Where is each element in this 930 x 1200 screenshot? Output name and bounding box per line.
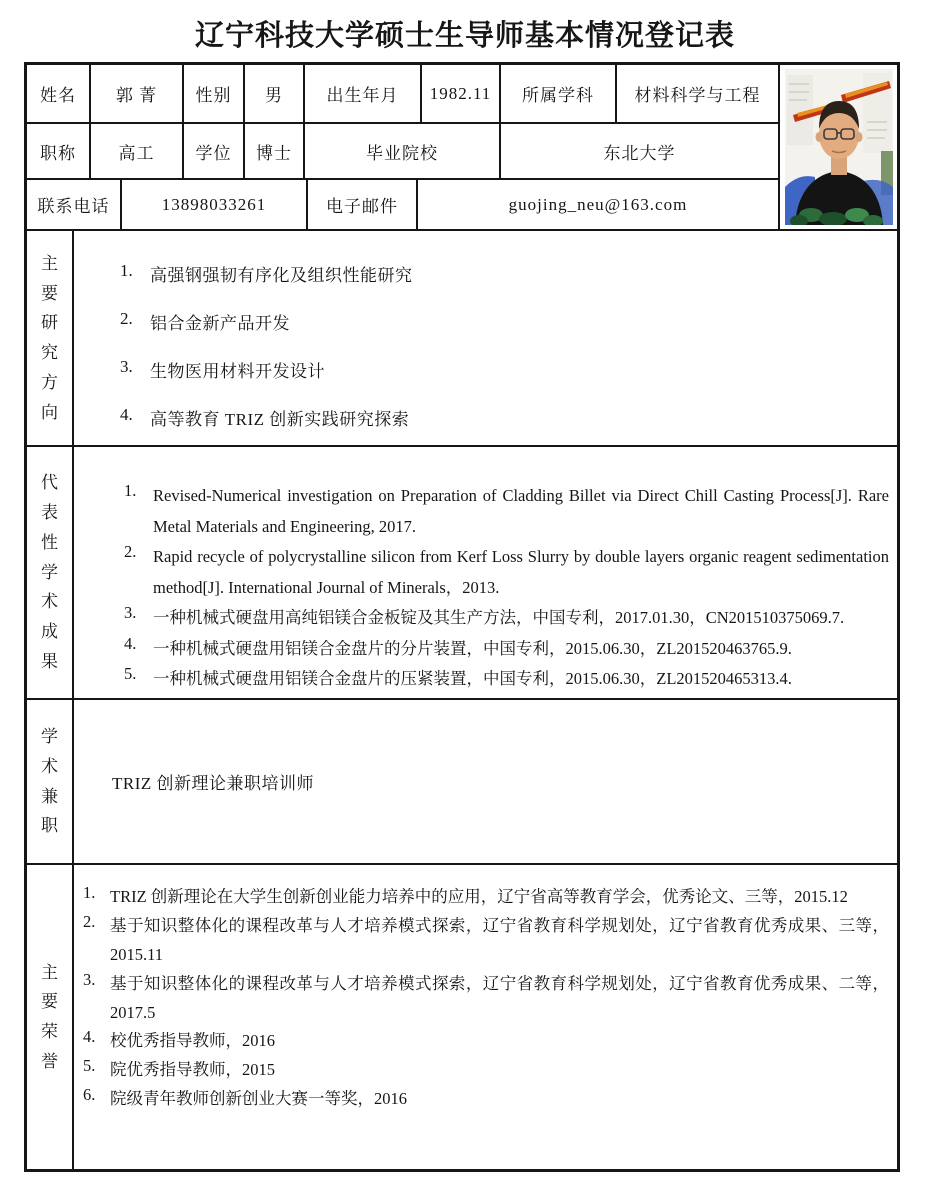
- section-main-honors: [27, 865, 897, 1169]
- honor-item: [83, 912, 889, 970]
- phone-value: 13898033261: [122, 180, 308, 229]
- achievement-item-text: 一种机械式硬盘用铝镁合金盘片的压紧装置，中国专利，2015.06.30，ZL201520465313.4.: [153, 669, 792, 689]
- honor-item: [83, 883, 889, 912]
- honor-item-number: 2.: [83, 911, 96, 931]
- page-title: 辽宁科技大学硕士生导师基本情况登记表: [194, 20, 735, 52]
- section-academic-achievements: [27, 447, 897, 700]
- parttime-text: TRIZ 创新理论兼职培训师: [112, 774, 315, 793]
- header-row-3: [27, 180, 778, 229]
- gender-value: 男: [245, 65, 305, 122]
- discipline-label: 所属学科: [501, 65, 617, 122]
- achievement-item-text: Rapid recycle of polycrystalline silicon from Kerf Loss Slurry by double layers organic reagent sedimentation method[J]. International Journal of Minerals，2013.: [153, 547, 889, 597]
- research-item-text: 生物医用材料开发设计: [150, 362, 325, 381]
- parttime-section-label: [27, 700, 74, 863]
- email-value: guojing_neu@163.com: [508, 194, 688, 214]
- achievement-item: [124, 481, 889, 542]
- gender-label: 性别: [184, 65, 245, 122]
- registration-form-table: [24, 62, 900, 1172]
- achievement-item: [124, 664, 889, 695]
- discipline-value: 材料科学与工程: [634, 86, 761, 105]
- honor-item-text: 校优秀指导教师，2016: [110, 1031, 275, 1051]
- achievement-item-number: 1.: [124, 481, 137, 500]
- basic-info-rows: [27, 65, 778, 229]
- research-list: [74, 231, 897, 445]
- alma-mater-label: 毕业院校: [305, 124, 501, 178]
- honor-item: [83, 1056, 889, 1085]
- research-item-text: 高强钢强韧有序化及组织性能研究: [150, 266, 413, 285]
- research-item: [120, 357, 873, 382]
- header-row-2: [27, 124, 778, 180]
- research-section-label-text: 主要研究方向: [40, 253, 58, 422]
- honor-item-text: 院优秀指导教师，2015: [110, 1060, 275, 1080]
- research-item-number: 3.: [120, 357, 133, 376]
- degree-value: 博士: [245, 124, 305, 178]
- research-item: [120, 261, 873, 286]
- research-item-number: 4.: [120, 405, 133, 424]
- research-section-label: [27, 231, 74, 445]
- degree-label: 学位: [184, 124, 245, 178]
- email-label: 电子邮件: [308, 180, 418, 229]
- birth-label: 出生年月: [305, 65, 422, 122]
- parttime-section-label-text: 学术兼职: [40, 727, 58, 836]
- advisor-photo-cell: [778, 65, 897, 229]
- honors-list: [74, 865, 897, 1169]
- name-label: 姓名: [27, 65, 91, 122]
- research-item-text: 铝合金新产品开发: [150, 314, 290, 333]
- basic-info-block: [27, 65, 897, 231]
- honor-item: [83, 1085, 889, 1114]
- section-research-directions: [27, 231, 897, 447]
- achievement-item-number: 4.: [124, 633, 137, 653]
- parttime-content: [74, 700, 897, 863]
- name-value: 郭 菁: [91, 65, 184, 122]
- honors-section-label-text: 主要荣誉: [40, 962, 58, 1071]
- achievement-item-number: 3.: [124, 603, 137, 623]
- research-item: [120, 405, 873, 430]
- advisor-photo: [785, 69, 893, 225]
- prof-title-value: 高工: [91, 124, 184, 178]
- achievement-item-text: Revised-Numerical investigation on Preparation of Cladding Billet via Direct Chill Casting Process[J]. Rare Metal Materials and Engineering, 2017.: [153, 486, 889, 536]
- honor-item-number: 1.: [83, 883, 96, 902]
- honor-item: [83, 1027, 889, 1056]
- achievement-item: [124, 542, 889, 603]
- birth-value: 1982.11: [422, 65, 501, 122]
- honors-section-label: [27, 865, 74, 1169]
- honor-item-number: 5.: [83, 1056, 96, 1076]
- header-row-1: [27, 65, 778, 124]
- achievement-item-text: 一种机械式硬盘用铝镁合金盘片的分片装置，中国专利，2015.06.30，ZL201520463765.9.: [153, 638, 792, 658]
- honor-item-text: 基于知识整体化的课程改革与人才培养模式探索，辽宁省教育科学规划处，辽宁省教育优秀成果、三等，2015.11: [110, 915, 889, 964]
- achievement-item: [124, 603, 889, 634]
- achievement-item-number: 2.: [124, 542, 137, 562]
- prof-title-label: 职称: [27, 124, 91, 178]
- achievements-list: [74, 447, 897, 698]
- achievement-item-text: 一种机械式硬盘用高纯铝镁合金板锭及其生产方法，中国专利，2017.01.30，CN201510375069.7.: [153, 608, 845, 628]
- achievements-section-label: [27, 447, 74, 698]
- honor-item: [83, 970, 889, 1028]
- honor-item-number: 4.: [83, 1027, 96, 1047]
- research-item-text: 高等教育 TRIZ 创新实践研究探索: [150, 410, 410, 429]
- honor-item-text: TRIZ 创新理论在大学生创新创业能力培养中的应用，辽宁省高等教育学会，优秀论文、三等，2015.12: [110, 887, 848, 906]
- research-item-number: 1.: [120, 261, 133, 280]
- research-item-number: 2.: [120, 309, 133, 328]
- achievement-item: [124, 634, 889, 665]
- honor-item-text: 基于知识整体化的课程改革与人才培养模式探索，辽宁省教育科学规划处，辽宁省教育优秀成果、二等，2017.5: [110, 973, 889, 1022]
- honor-item-text: 院级青年教师创新创业大赛一等奖，2016: [110, 1089, 407, 1109]
- research-item: [120, 309, 873, 334]
- alma-mater-value: 东北大学: [603, 143, 676, 163]
- achievement-item-number: 5.: [124, 664, 137, 684]
- achievements-section-label-text: 代表性学术成果: [40, 473, 58, 671]
- honor-item-number: 6.: [83, 1085, 96, 1105]
- honor-item-number: 3.: [83, 969, 96, 989]
- phone-label: 联系电话: [27, 180, 122, 229]
- section-academic-parttime: [27, 700, 897, 865]
